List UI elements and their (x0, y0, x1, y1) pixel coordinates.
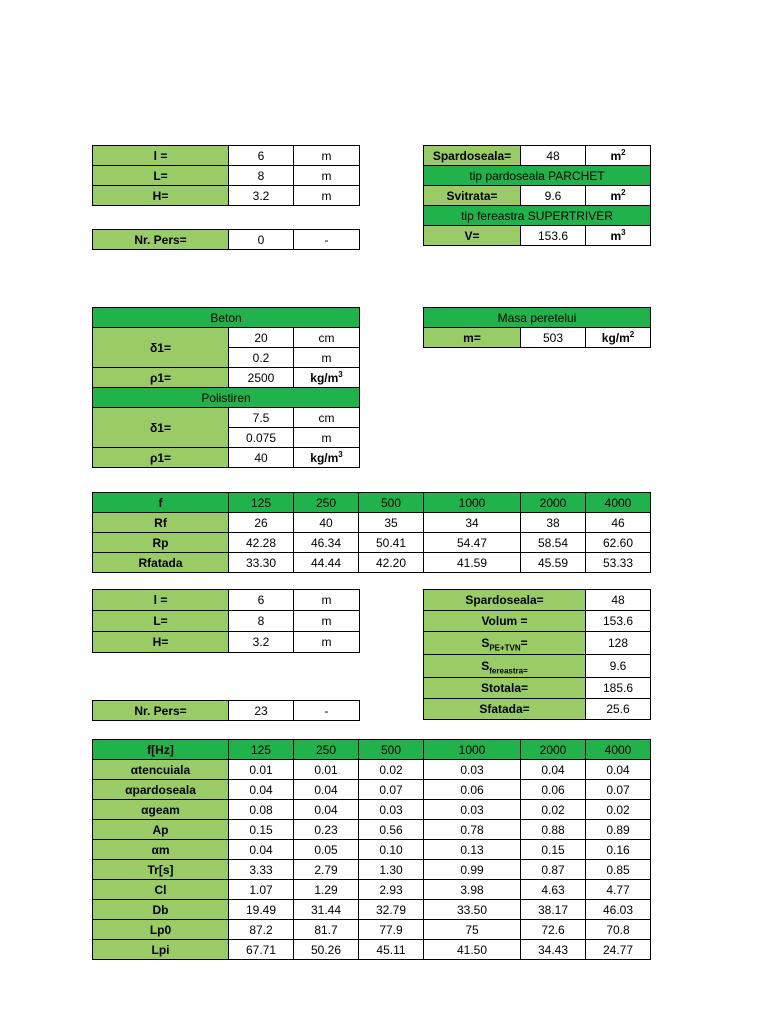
table-row (93, 590, 360, 611)
unit-cell: m (294, 146, 360, 166)
window-type-cell: tip fereastra SUPERTRIVER (424, 206, 651, 226)
value-cell[interactable]: 32.79 (359, 900, 424, 920)
value-cell[interactable]: 0.56 (359, 820, 424, 840)
table-row (424, 655, 651, 678)
value-cell[interactable]: 3.2 (229, 186, 294, 206)
value-cell[interactable]: 50.41 (359, 533, 424, 553)
value-cell[interactable]: 0.04 (586, 760, 651, 780)
value-cell[interactable]: 87.2 (229, 920, 294, 940)
value-cell[interactable]: 0.15 (229, 820, 294, 840)
label-cell: L= (93, 611, 229, 632)
header-row (93, 493, 651, 513)
unit-cell: $kg/m^3$ (294, 368, 360, 388)
label-cell: ρ1= (93, 448, 229, 468)
row-label: αpardoseala (93, 780, 229, 800)
column-header: 250 (294, 740, 359, 760)
unit-cell: $kg/m^3$ (294, 448, 360, 468)
unit-cell: m (294, 186, 360, 206)
value-cell[interactable]: 0.075 (229, 428, 294, 448)
value-cell[interactable]: 0.04 (229, 840, 294, 860)
table-row (93, 368, 360, 388)
value-cell[interactable]: 153.6 (586, 611, 651, 632)
row-label: Ap (93, 820, 229, 840)
wall-mass-table (423, 307, 651, 348)
value-cell[interactable]: 41.59 (424, 553, 521, 573)
value-cell[interactable]: 3.33 (229, 860, 294, 880)
column-header: 500 (359, 493, 424, 513)
column-header: f (93, 493, 229, 513)
value-cell[interactable]: 38 (521, 513, 586, 533)
beton-title: Beton (93, 308, 360, 328)
table-row (93, 308, 360, 328)
value-cell[interactable]: 2.93 (359, 880, 424, 900)
table-row (93, 146, 360, 166)
unit-cell: $m^2$ (586, 146, 651, 166)
table-row (93, 632, 360, 653)
value-cell[interactable]: 8 (229, 611, 294, 632)
value-cell[interactable]: 42.28 (229, 533, 294, 553)
value-cell[interactable]: 0.02 (586, 800, 651, 820)
value-cell[interactable]: 53.33 (586, 553, 651, 573)
table-row (93, 880, 651, 900)
row-label: Cl (93, 880, 229, 900)
table-row (424, 590, 651, 611)
label-cell: l = (93, 146, 229, 166)
table-row (424, 206, 651, 226)
column-header: 2000 (521, 493, 586, 513)
table-row (424, 328, 651, 348)
label-cell: H= (93, 186, 229, 206)
room-dimensions-table (92, 145, 360, 206)
value-cell[interactable]: 6 (229, 146, 294, 166)
value-cell[interactable]: 45.59 (521, 553, 586, 573)
value-cell[interactable]: 0.01 (229, 760, 294, 780)
value-cell[interactable]: 0.06 (424, 780, 521, 800)
value-cell[interactable]: 81.7 (294, 920, 359, 940)
table-row (93, 760, 651, 780)
value-cell[interactable]: 2500 (229, 368, 294, 388)
persons-table-2 (92, 700, 360, 721)
column-header: 125 (229, 740, 294, 760)
value-cell[interactable]: 58.54 (521, 533, 586, 553)
value-cell[interactable]: 42.20 (359, 553, 424, 573)
table-row (93, 940, 651, 960)
value-cell[interactable]: 0.15 (521, 840, 586, 860)
row-label: αm (93, 840, 229, 860)
value-cell[interactable]: 0.02 (521, 800, 586, 820)
value-cell[interactable]: 0.88 (521, 820, 586, 840)
value-cell[interactable]: 0.16 (586, 840, 651, 860)
table-row (424, 611, 651, 632)
table-row (93, 230, 360, 250)
column-header: 1000 (424, 740, 521, 760)
table-row (424, 632, 651, 655)
label-cell: m= (424, 328, 521, 348)
value-cell[interactable]: 1.29 (294, 880, 359, 900)
value-cell[interactable]: 33.30 (229, 553, 294, 573)
row-label: Rf (93, 513, 229, 533)
table-row (93, 840, 651, 860)
value-cell[interactable]: 31.44 (294, 900, 359, 920)
table-row (93, 408, 360, 428)
table-row (424, 678, 651, 699)
row-label: αtencuiala (93, 760, 229, 780)
value-cell[interactable]: 0.07 (586, 780, 651, 800)
column-header: 1000 (424, 493, 521, 513)
acoustic-coefficients-table (92, 739, 651, 960)
table-row (93, 186, 360, 206)
polistiren-title: Polistiren (93, 388, 360, 408)
value-cell[interactable]: 0.10 (359, 840, 424, 860)
unit-cell: cm (294, 408, 360, 428)
label-cell: l = (93, 590, 229, 611)
row-label: Tr[s] (93, 860, 229, 880)
value-cell[interactable]: 70.8 (586, 920, 651, 940)
value-cell[interactable]: 3.98 (424, 880, 521, 900)
value-cell[interactable]: 0.06 (521, 780, 586, 800)
label-cell: Nr. Pers= (93, 701, 229, 721)
value-cell[interactable]: 25.6 (586, 699, 651, 720)
table-row (93, 388, 360, 408)
floor-type-cell: tip pardoseala PARCHET (424, 166, 651, 186)
table-row (93, 820, 651, 840)
unit-cell: m (294, 428, 360, 448)
value-cell[interactable]: 1.07 (229, 880, 294, 900)
value-cell[interactable]: 19.49 (229, 900, 294, 920)
value-cell[interactable]: 0.03 (424, 760, 521, 780)
table-row (93, 448, 360, 468)
room-dimensions-table-2 (92, 589, 360, 653)
value-cell[interactable]: 0.99 (424, 860, 521, 880)
value-cell[interactable]: 4.63 (521, 880, 586, 900)
value-cell[interactable]: 7.5 (229, 408, 294, 428)
value-cell[interactable]: 33.50 (424, 900, 521, 920)
value-cell[interactable]: 4.77 (586, 880, 651, 900)
row-label: αgeam (93, 800, 229, 820)
value-cell[interactable]: 0.08 (229, 800, 294, 820)
label-cell: L= (93, 166, 229, 186)
column-header: 2000 (521, 740, 586, 760)
column-header: 125 (229, 493, 294, 513)
surfaces-table (423, 589, 651, 720)
unit-cell: $m^2$ (586, 186, 651, 206)
table-row (93, 800, 651, 820)
unit-cell: m (294, 590, 360, 611)
label-cell: δ1= (93, 328, 229, 368)
value-cell[interactable]: 0.89 (586, 820, 651, 840)
table-row (93, 701, 360, 721)
column-header: 250 (294, 493, 359, 513)
value-cell[interactable]: 46.34 (294, 533, 359, 553)
value-cell[interactable]: 0.02 (359, 760, 424, 780)
table-row (93, 860, 651, 880)
row-label: Lpi (93, 940, 229, 960)
table-row (93, 780, 651, 800)
row-label: Rp (93, 533, 229, 553)
sound-reduction-table (92, 492, 651, 573)
masa-title: Masa peretelui (424, 308, 651, 328)
table-row (93, 166, 360, 186)
table-row (93, 513, 651, 533)
value-cell[interactable]: 2.79 (294, 860, 359, 880)
unit-cell: $kg/m^2$ (586, 328, 651, 348)
column-header: 500 (359, 740, 424, 760)
label-cell: V= (424, 226, 521, 246)
value-cell[interactable]: 50.26 (294, 940, 359, 960)
value-cell[interactable]: 9.6 (521, 186, 586, 206)
value-cell[interactable]: 0.04 (229, 780, 294, 800)
value-cell[interactable]: 8 (229, 166, 294, 186)
value-cell[interactable]: 35 (359, 513, 424, 533)
value-cell[interactable]: 0.03 (359, 800, 424, 820)
materials-table (92, 307, 360, 468)
label-cell: $S_{fereastra=}$ (424, 655, 586, 678)
value-cell[interactable]: 41.50 (424, 940, 521, 960)
value-cell[interactable]: 48 (586, 590, 651, 611)
label-cell: δ1= (93, 408, 229, 448)
value-cell[interactable]: 48 (521, 146, 586, 166)
label-cell: Svitrata= (424, 186, 521, 206)
unit-cell: m (294, 166, 360, 186)
table-row (93, 920, 651, 940)
unit-cell: m (294, 611, 360, 632)
label-cell: Stotala= (424, 678, 586, 699)
value-cell[interactable]: 54.47 (424, 533, 521, 553)
value-cell[interactable]: 45.11 (359, 940, 424, 960)
value-cell[interactable]: 24.77 (586, 940, 651, 960)
unit-cell: m (294, 348, 360, 368)
value-cell[interactable]: 0.01 (294, 760, 359, 780)
value-cell[interactable]: 0.13 (424, 840, 521, 860)
floor-window-table (423, 145, 651, 246)
value-cell[interactable]: 0.78 (424, 820, 521, 840)
value-cell[interactable]: 503 (521, 328, 586, 348)
label-cell: ρ1= (93, 368, 229, 388)
value-cell[interactable]: 0.87 (521, 860, 586, 880)
persons-table (92, 229, 360, 250)
row-label: Rfatada (93, 553, 229, 573)
table-row (424, 166, 651, 186)
label-cell: Sfatada= (424, 699, 586, 720)
value-cell[interactable]: 46 (586, 513, 651, 533)
table-row (424, 146, 651, 166)
value-cell[interactable]: 72.6 (521, 920, 586, 940)
table-row (93, 553, 651, 573)
value-cell[interactable]: 44.44 (294, 553, 359, 573)
value-cell[interactable]: 20 (229, 328, 294, 348)
value-cell[interactable]: 0.23 (294, 820, 359, 840)
value-cell[interactable]: 34 (424, 513, 521, 533)
column-header: 4000 (586, 740, 651, 760)
value-cell[interactable]: 26 (229, 513, 294, 533)
table-row (424, 226, 651, 246)
value-cell[interactable]: 67.71 (229, 940, 294, 960)
value-cell[interactable]: 0.07 (359, 780, 424, 800)
column-header: 4000 (586, 493, 651, 513)
table-row (424, 186, 651, 206)
value-cell[interactable]: 153.6 (521, 226, 586, 246)
label-cell: Nr. Pers= (93, 230, 229, 250)
label-cell: H= (93, 632, 229, 653)
column-header: f[Hz] (93, 740, 229, 760)
value-cell[interactable]: 185.6 (586, 678, 651, 699)
value-cell[interactable]: 9.6 (586, 655, 651, 678)
value-cell[interactable]: 6 (229, 590, 294, 611)
header-row (93, 740, 651, 760)
row-label: Lp0 (93, 920, 229, 940)
value-cell[interactable]: 0.04 (294, 780, 359, 800)
table-row (93, 611, 360, 632)
unit-cell: - (294, 230, 360, 250)
value-cell[interactable]: 0.85 (586, 860, 651, 880)
value-cell[interactable]: 0 (229, 230, 294, 250)
value-cell[interactable]: 62.60 (586, 533, 651, 553)
value-cell[interactable]: 23 (229, 701, 294, 721)
value-cell[interactable]: 128 (586, 632, 651, 655)
label-cell: $S_{PE+TVN}=$ (424, 632, 586, 655)
value-cell[interactable]: 40 (294, 513, 359, 533)
row-label: Db (93, 900, 229, 920)
unit-cell: - (294, 701, 360, 721)
unit-cell: m (294, 632, 360, 653)
value-cell[interactable]: 46.03 (586, 900, 651, 920)
value-cell[interactable]: 75 (424, 920, 521, 940)
unit-cell: $m^3$ (586, 226, 651, 246)
label-cell: Spardoseala= (424, 146, 521, 166)
table-row (424, 699, 651, 720)
value-cell[interactable]: 77.9 (359, 920, 424, 940)
unit-cell: cm (294, 328, 360, 348)
label-cell: Volum = (424, 611, 586, 632)
value-cell[interactable]: 40 (229, 448, 294, 468)
label-cell: Spardoseala= (424, 590, 586, 611)
table-row (93, 533, 651, 553)
table-row (93, 328, 360, 348)
value-cell[interactable]: 34.43 (521, 940, 586, 960)
value-cell[interactable]: 0.2 (229, 348, 294, 368)
table-row (93, 900, 651, 920)
value-cell[interactable]: 0.03 (424, 800, 521, 820)
table-row (424, 308, 651, 328)
value-cell[interactable]: 0.05 (294, 840, 359, 860)
value-cell[interactable]: 0.04 (521, 760, 586, 780)
value-cell[interactable]: 38.17 (521, 900, 586, 920)
value-cell[interactable]: 3.2 (229, 632, 294, 653)
value-cell[interactable]: 1.30 (359, 860, 424, 880)
value-cell[interactable]: 0.04 (294, 800, 359, 820)
